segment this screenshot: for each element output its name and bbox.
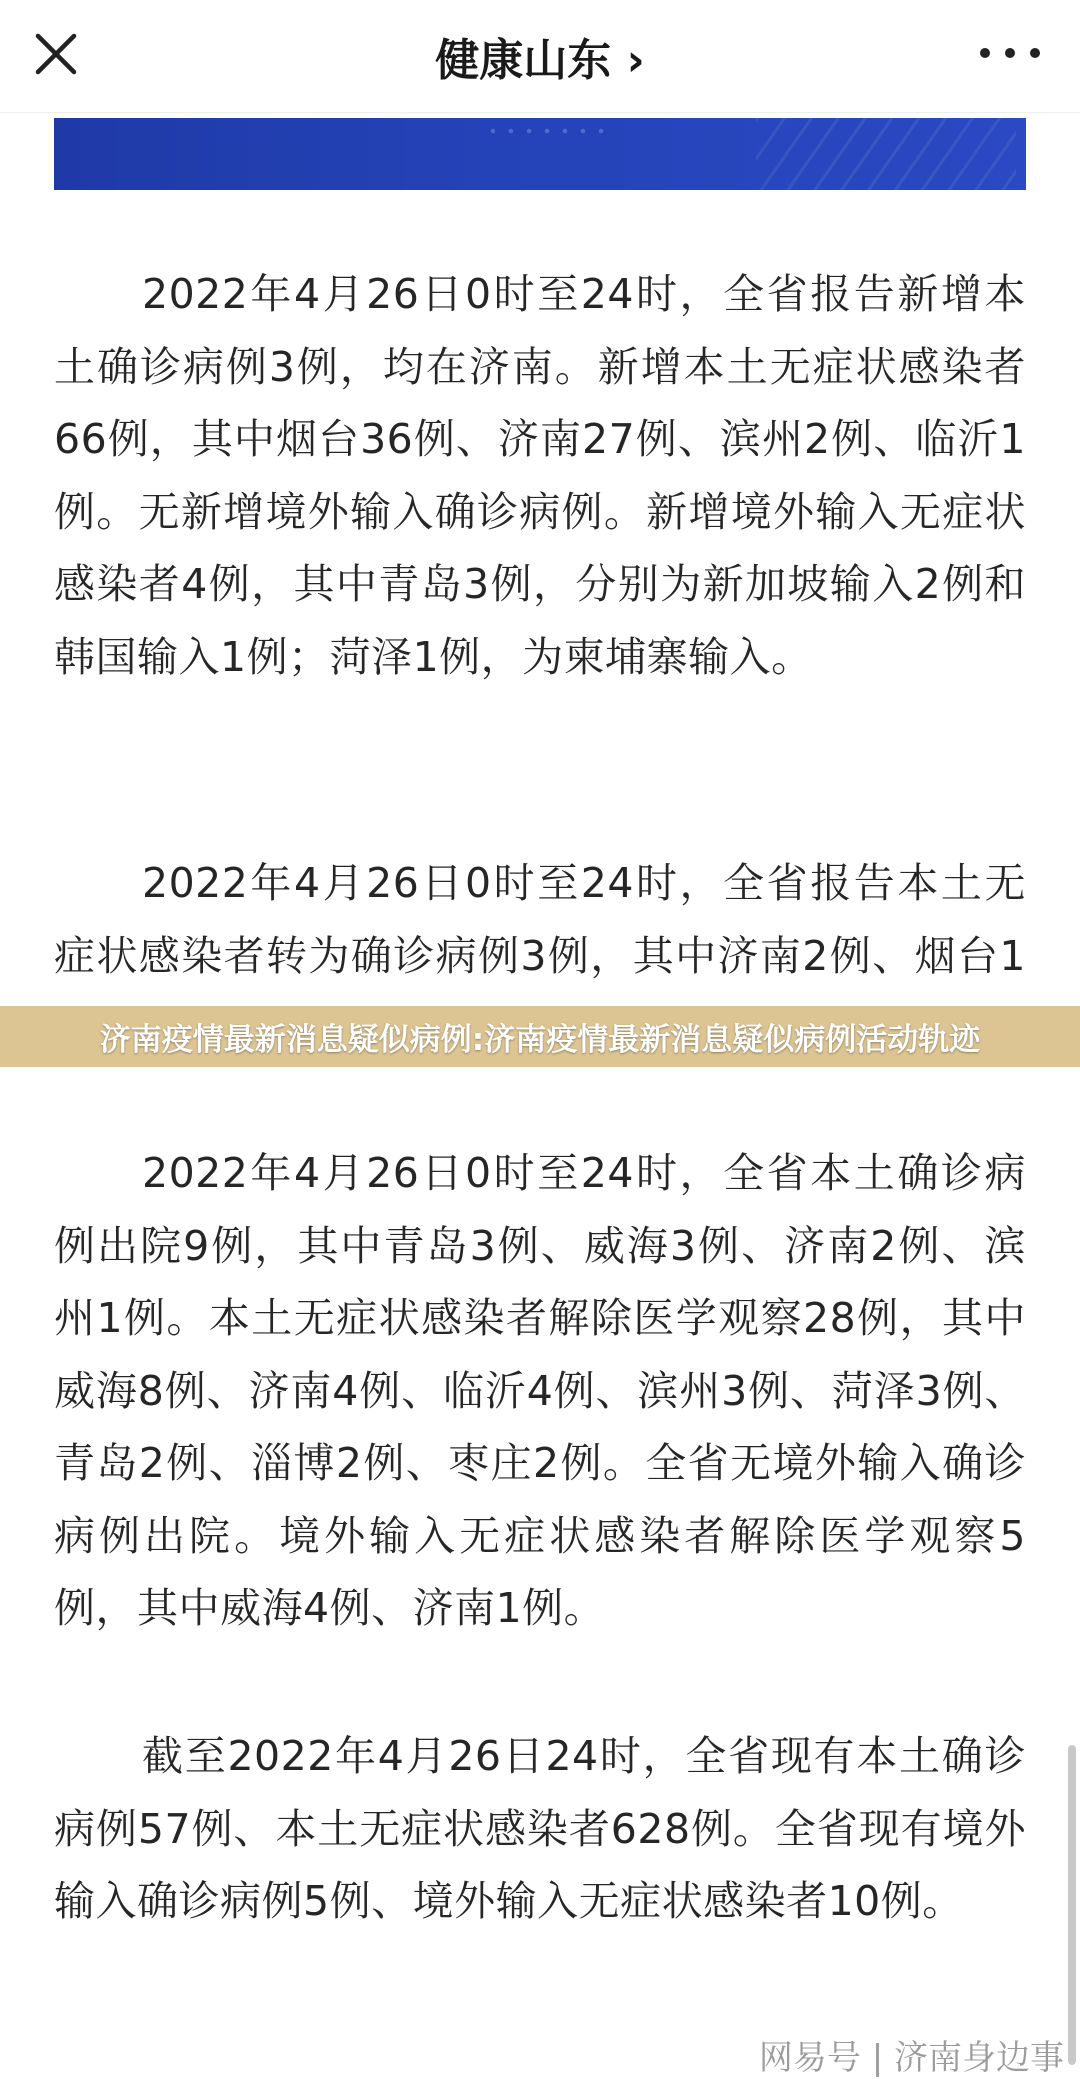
more-icon bbox=[980, 48, 990, 58]
account-title-link[interactable] bbox=[0, 24, 1080, 88]
account-name[interactable]: 健康山东 bbox=[435, 35, 612, 86]
close-button[interactable] bbox=[28, 26, 84, 82]
more-button[interactable] bbox=[980, 38, 1040, 68]
article-paragraph-3: 2022年4月26日0时至24时，全省本土确诊病例出院9例，其中青岛3例、威海3例、济南2例、滨州1例。本土无症状感染者解除医学观察28例，其中威海8例、济南4例、临沂4例、滨州3例、菏泽3例、青岛2例、淄博2例、枣庄2例。全省无境外输入确诊病例出院。境外输入无症状感染者解除医学观察5例，其中威海4例、济南1例。 bbox=[54, 1149, 1026, 1632]
scrollbar[interactable] bbox=[1068, 1745, 1076, 2065]
close-icon bbox=[34, 32, 78, 76]
article-paragraph-2: 2022年4月26日0时至24时，全省报告本土无症状感染者转为确诊病例3例，其中济南2例、烟台1 bbox=[54, 859, 1026, 980]
headline-overlay-banner bbox=[0, 1006, 1080, 1067]
article-paragraph-4: 截至2022年4月26日24时，全省现有本土确诊病例57例、本土无症状感染者628例。全省现有境外输入确诊病例5例、境外输入无症状感染者10例。 bbox=[54, 1732, 1026, 1925]
chevron-right-icon: › bbox=[626, 35, 645, 86]
article-paragraph-1: 2022年4月26日0时至24时，全省报告新增本土确诊病例3例，均在济南。新增本土无症状感染者66例，其中烟台36例、济南27例、滨州2例、临沂1例。无新增境外输入确诊病例。新增境外输入无症状感染者4例，其中青岛3例，分别为新加坡输入2例和韩国输入1例；菏泽1例，为柬埔寨输入。 bbox=[54, 270, 1026, 681]
overlay-headline: 济南疫情最新消息疑似病例:济南疫情最新消息疑似病例活动轨迹 bbox=[99, 1022, 981, 1058]
article-header-image bbox=[54, 118, 1026, 190]
navigation-bar bbox=[0, 0, 1080, 113]
source-watermark: 网易号 | 济南身边事 bbox=[758, 2038, 1064, 2078]
